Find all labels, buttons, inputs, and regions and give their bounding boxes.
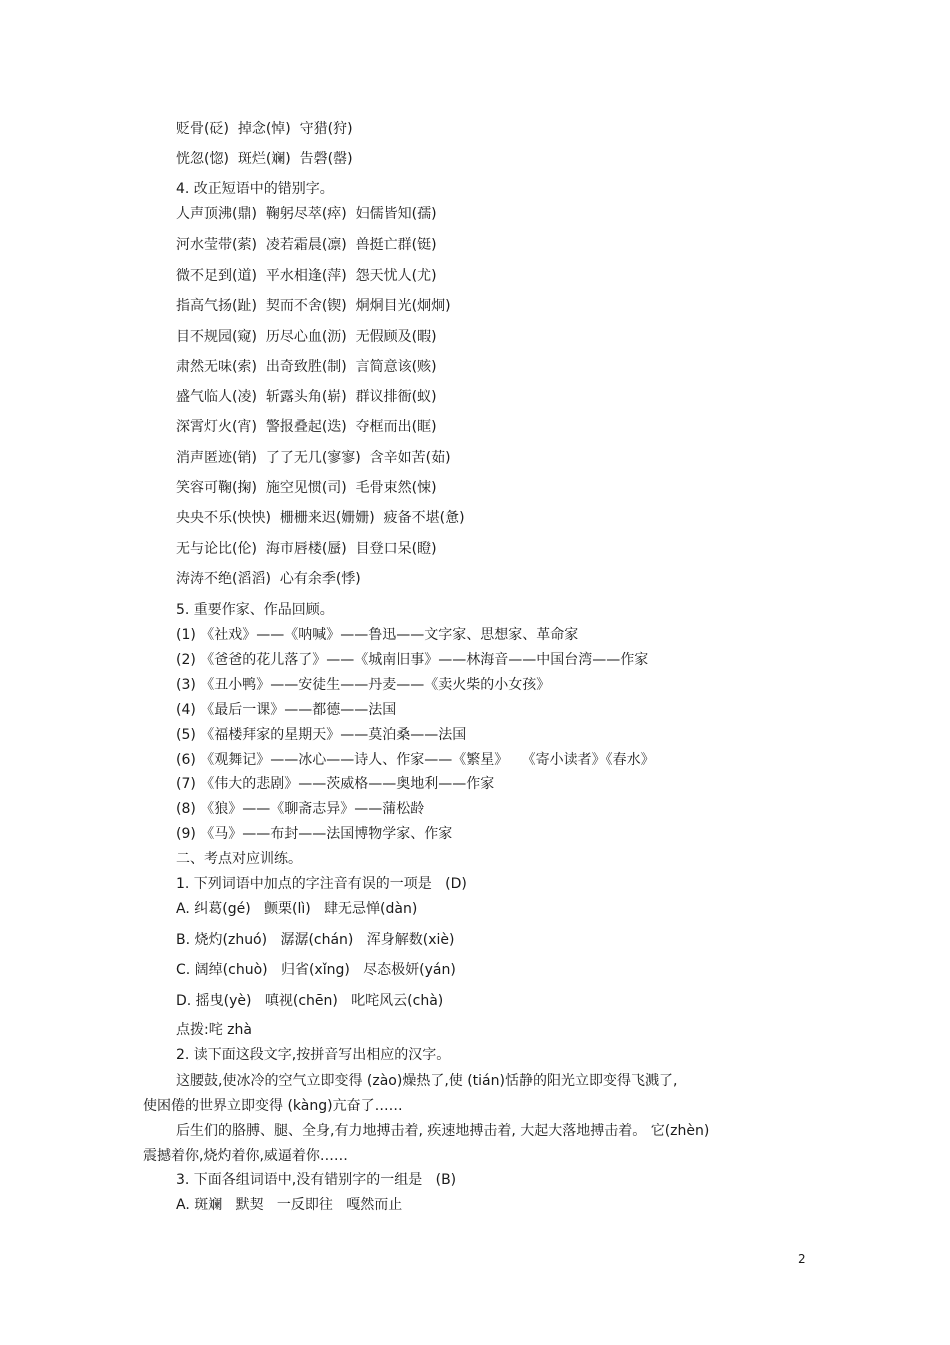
- heading-line: 4. 改正短语中的错别字。: [176, 181, 334, 197]
- text-line: 恍忽(惚) 斑烂(斓) 告磬(罄): [176, 151, 353, 167]
- note-line: 点拨:咤 zhà: [176, 1022, 252, 1038]
- text-line: 深霄灯火(宵) 警报叠起(迭) 夺框而出(眶): [176, 419, 437, 435]
- page-number: 2: [798, 1252, 806, 1266]
- option-line: C. 阔绰(chuò) 归省(xǐng) 尽态极妍(yán): [176, 962, 456, 978]
- heading-line: 5. 重要作家、作品回顾。: [176, 602, 334, 618]
- text-line: 人声顶沸(鼎) 鞠躬尽萃(瘁) 妇儒皆知(孺): [176, 206, 437, 222]
- option-line: B. 烧灼(zhuó) 潺潺(chán) 浑身解数(xiè): [176, 932, 455, 948]
- text-line: (2) 《爸爸的花儿落了》——《城南旧事》——林海音——中国台湾——作家: [176, 652, 649, 668]
- section-heading: 二、考点对应训练。: [176, 851, 302, 867]
- text-line: 央央不乐(怏怏) 栅栅来迟(姗姗) 疲备不堪(惫): [176, 510, 465, 526]
- text-line: 笑容可鞠(掬) 施空见惯(司) 毛骨束然(悚): [176, 480, 437, 496]
- question-line: 3. 下面各组词语中,没有错别字的一组是 (B): [176, 1172, 457, 1188]
- text-line: (3) 《丑小鸭》——安徒生——丹麦——《卖火柴的小女孩》: [176, 677, 551, 693]
- passage-line: 震撼着你,烧灼着你,威逼着你……: [143, 1148, 348, 1164]
- text-line: 微不足到(道) 平水相逢(萍) 怨天忧人(尤): [176, 268, 437, 284]
- text-line: (5) 《福楼拜家的星期天》——莫泊桑——法国: [176, 727, 467, 743]
- text-line: (4) 《最后一课》——都德——法国: [176, 702, 397, 718]
- passage-line: 后生们的胳膊、腿、全身,有力地搏击着, 疾速地搏击着, 大起大落地搏击着。 它(zhèn): [176, 1123, 710, 1139]
- text-line: 肃然无味(索) 出奇致胜(制) 言简意该(赅): [176, 359, 437, 375]
- text-line: (8) 《狼》——《聊斋志异》——蒲松龄: [176, 801, 425, 817]
- text-line: 涛涛不绝(滔滔) 心有余季(悸): [176, 571, 361, 587]
- text-line: (9) 《马》——布封——法国博物学家、作家: [176, 826, 453, 842]
- text-line: 盛气临人(凌) 斩露头角(崭) 群议排衙(蚁): [176, 389, 437, 405]
- text-line: 消声匿迹(销) 了了无几(寥寥) 含辛如苦(茹): [176, 450, 451, 466]
- text-line: 无与论比(伦) 海市唇楼(蜃) 目登口呆(瞪): [176, 541, 437, 557]
- option-line: D. 摇曳(yè) 嗔视(chēn) 叱咤风云(chà): [176, 993, 444, 1009]
- text-line: 贬骨(砭) 掉念(悼) 守猎(狩): [176, 121, 353, 137]
- text-line: (1) 《社戏》——《呐喊》——鲁迅——文字家、思想家、革命家: [176, 627, 579, 643]
- text-line: 指高气扬(趾) 契而不舍(锲) 烔烔目光(炯炯): [176, 298, 451, 314]
- text-line: (7) 《伟大的悲剧》——茨威格——奥地利——作家: [176, 776, 495, 792]
- question-line: 1. 下列词语中加点的字注音有误的一项是 (D): [176, 876, 467, 892]
- option-line: A. 纠葛(gé) 颤栗(lì) 肆无忌惮(dàn): [176, 901, 418, 917]
- question-line: 2. 读下面这段文字,按拼音写出相应的汉字。: [176, 1047, 451, 1063]
- passage-line: 这腰鼓,使冰冷的空气立即变得 (zào)燥热了,使 (tián)恬静的阳光立即变得飞溅了,: [176, 1073, 678, 1089]
- text-line: 目不规园(窥) 历尽心血(沥) 无假顾及(暇): [176, 329, 437, 345]
- text-line: 河水莹带(萦) 凌若霜晨(凛) 兽挺亡群(铤): [176, 237, 437, 253]
- option-line: A. 斑斓 默契 一反即往 嘎然而止: [176, 1197, 403, 1213]
- text-line: (6) 《观舞记》——冰心——诗人、作家——《繁星》 《寄小读者》《春水》: [176, 752, 655, 768]
- passage-line: 使困倦的世界立即变得 (kàng)亢奋了……: [143, 1098, 403, 1114]
